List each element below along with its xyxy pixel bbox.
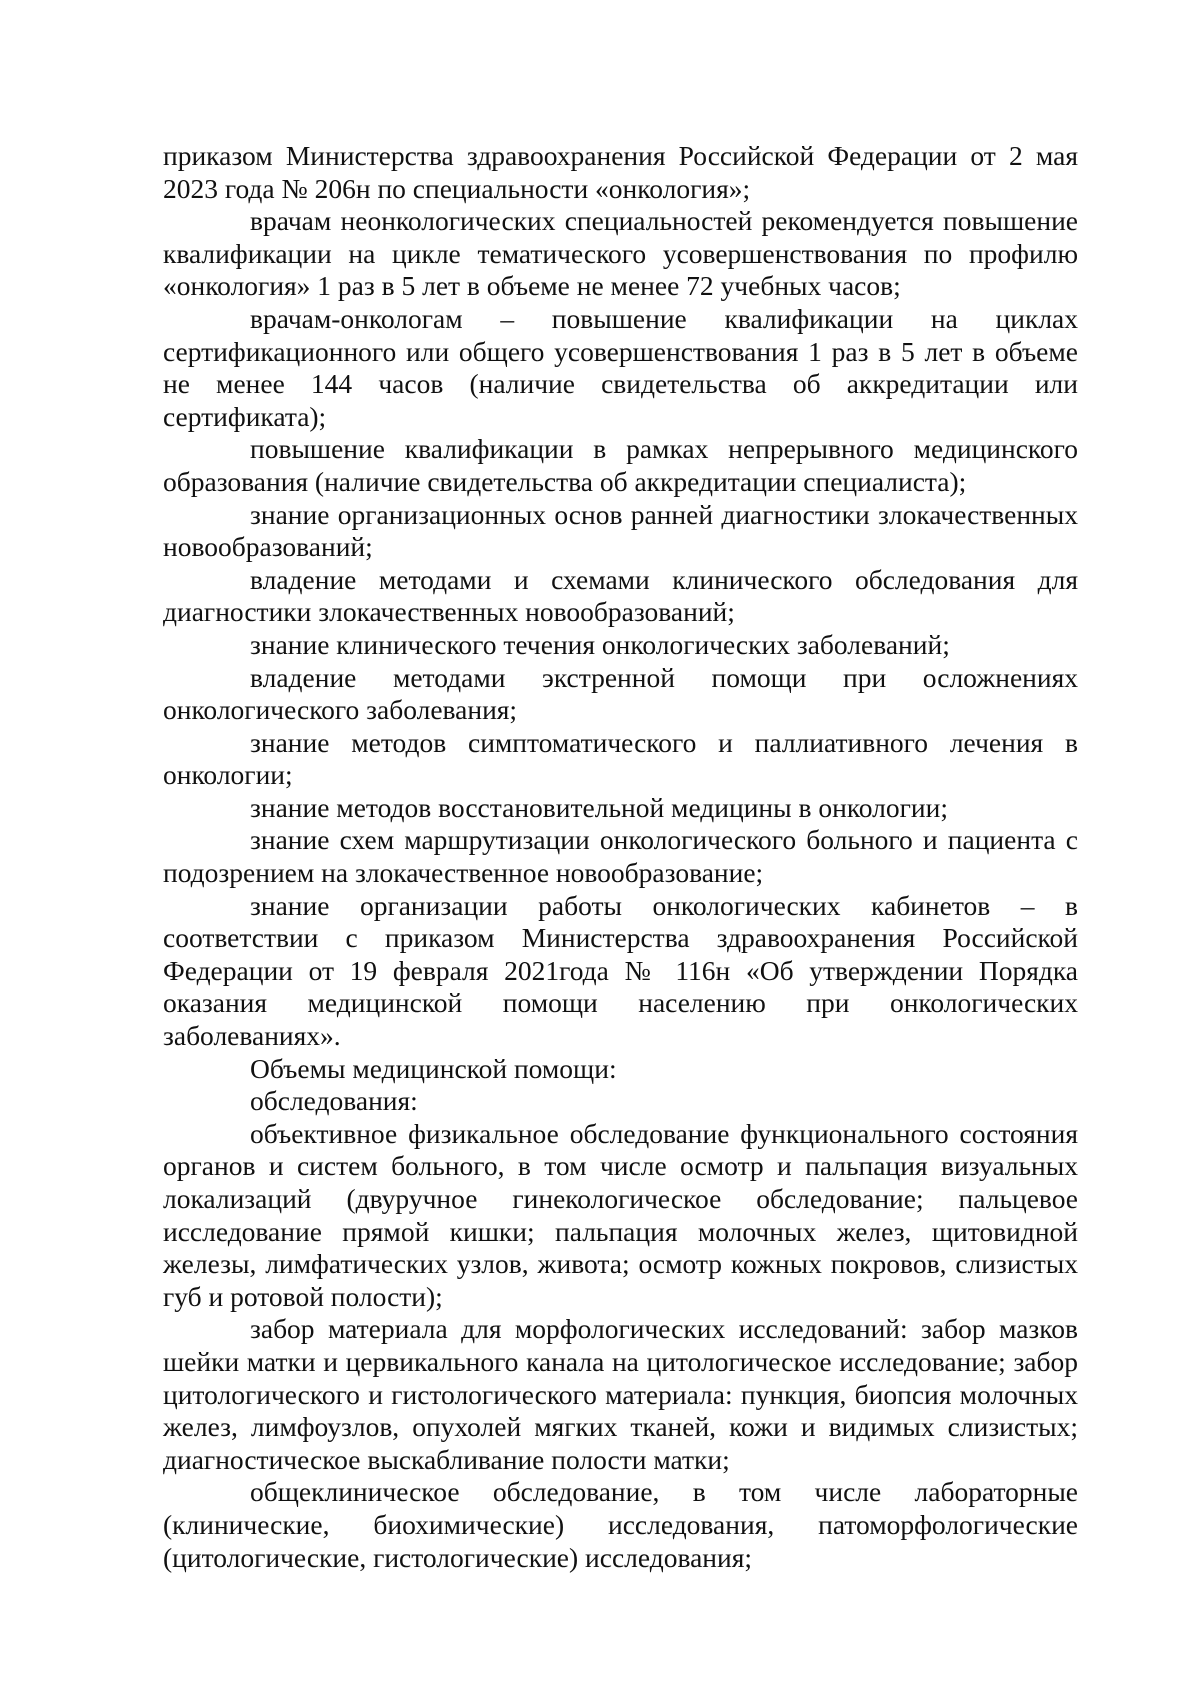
paragraph-general-clinical-exam: общеклиническое обследование, в том числе лабораторные (клинические, биохимические) исследования, патоморфологические (цитологические, гистологические) исследования;	[163, 1476, 1078, 1573]
paragraph-material-sampling: забор материала для морфологических исследований: забор мазков шейки матки и цервикального канала на цитологическое исследование; забор цитологического и гистологического материала: пункция, биопсия молочных желез, лимфоузлов, опухолей мягких тканей, кожи и видимых слизистых; диагностическое выскабливание полости матки;	[163, 1313, 1078, 1475]
paragraph-clinical-course: знание клинического течения онкологических заболеваний;	[250, 628, 950, 660]
paragraph-continuous-education: повышение квалификации в рамках непрерывного медицинского образования (наличие свидетельства об аккредитации специалиста);	[163, 433, 1078, 497]
paragraph-examinations-heading: обследования:	[250, 1085, 418, 1117]
paragraph-order-reference: приказом Министерства здравоохранения Российской Федерации от 2 мая 2023 года № 206н по специальности «онкология»;	[163, 140, 1078, 204]
paragraph-rehabilitation: знание методов восстановительной медицины в онкологии;	[250, 791, 949, 823]
paragraph-early-diagnostics: знание организационных основ ранней диагностики злокачественных новообразований;	[163, 498, 1078, 563]
paragraph-palliative-treatment: знание методов симптоматического и паллиативного лечения в онкологии;	[163, 726, 1078, 791]
paragraph-care-volumes-heading: Объемы медицинской помощи:	[250, 1052, 617, 1084]
paragraph-physical-examination: объективное физикальное обследование функционального состояния органов и систем больного, в том числе осмотр и пальпация визуальных локализаций (двуручное гинекологическое обследование; пальцевое исследование прямой кишки; пальпация молочных желез, щитовидной железы, лимфатических узлов, живота; осмотр кожных покровов, слизистых губ и ротовой полости);	[163, 1117, 1078, 1312]
document-body	[163, 140, 1078, 1574]
paragraph-examination-methods: владение методами и схемами клинического обследования для диагностики злокачественных новообразований;	[163, 563, 1078, 628]
paragraph-oncologists-training: врачам-онкологам – повышение квалификации на циклах сертификационного или общего усовершенствования 1 раз в 5 лет в объеме не менее 144 часов (наличие свидетельства об аккредитации или сертификата);	[163, 302, 1078, 432]
paragraph-routing-schemes: знание схем маршрутизации онкологического больного и пациента с подозрением на злокачественное новообразование;	[163, 824, 1078, 889]
paragraph-non-oncology-doctors: врачам неонкологических специальностей рекомендуется повышение квалификации на цикле тематического усовершенствования по профилю «онкология» 1 раз в 5 лет в объеме не менее 72 учебных часов;	[163, 205, 1078, 302]
paragraph-emergency-care: владение методами экстренной помощи при осложнениях онкологического заболевания;	[163, 661, 1078, 726]
paragraph-oncology-offices: знание организации работы онкологических кабинетов – в соответствии с приказом Министерства здравоохранения Российской Федерации от 19 февраля 2021года № 116н «Об утверждении Порядка оказания медицинской помощи населению при онкологических заболеваниях».	[163, 889, 1078, 1052]
